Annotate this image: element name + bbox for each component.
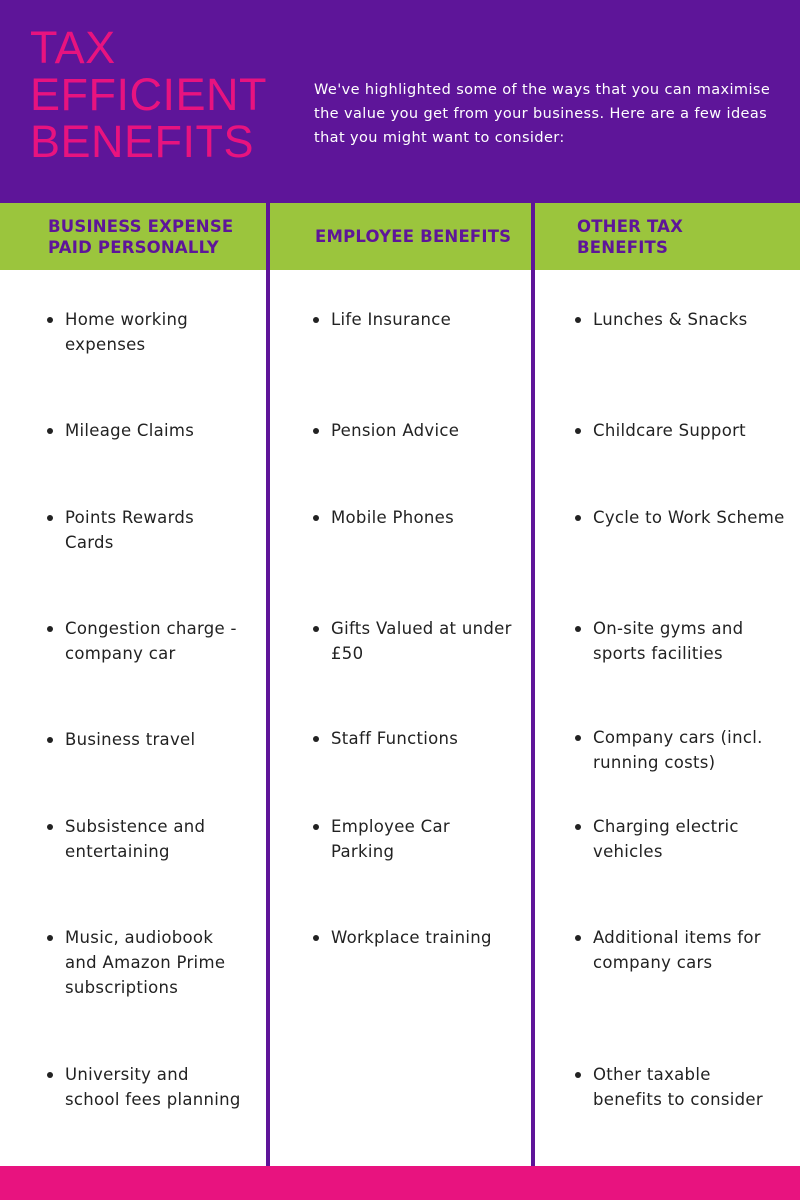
list-item: On-site gyms and sports facilities: [575, 616, 785, 666]
list-item: Childcare Support: [575, 418, 785, 443]
list-item: Employee Car Parking: [313, 814, 513, 864]
list-item: University and school fees planning: [47, 1062, 247, 1112]
header-banner: [0, 0, 800, 203]
list-item: Music, audiobook and Amazon Prime subscriptions: [47, 925, 247, 1000]
list-item: Business travel: [47, 727, 247, 752]
list-item: Pension Advice: [313, 418, 513, 443]
list-item: Workplace training: [313, 925, 513, 950]
column-divider-2: [531, 203, 535, 1166]
title-line-3: BENEFITS: [30, 116, 255, 167]
list-item: Cycle to Work Scheme: [575, 505, 785, 530]
page-title: [30, 24, 290, 165]
title-line-1: TAX: [30, 22, 116, 73]
intro-text: We've highlighted some of the ways that you can maximise the value you get from your business. Here are a few ideas that you might want to consider:: [314, 82, 771, 146]
list-item: Lunches & Snacks: [575, 307, 785, 332]
list-item: Life Insurance: [313, 307, 513, 332]
column-divider-1: [266, 203, 270, 1166]
column-heading-employee-benefits: EMPLOYEE BENEFITS: [315, 227, 512, 246]
list-item: Company cars (incl. running costs): [575, 725, 785, 775]
footer-bar: [0, 1166, 800, 1200]
title-line-2: EFFICIENT: [30, 69, 267, 120]
list-item: Congestion charge - company car: [47, 616, 247, 666]
list-item: Mobile Phones: [313, 505, 513, 530]
list-item: Points Rewards Cards: [47, 505, 247, 555]
column-heading-other-tax-benefits: OTHER TAX BENEFITS: [577, 216, 684, 257]
list-item: Additional items for company cars: [575, 925, 785, 975]
list-item: Home working expenses: [47, 307, 247, 357]
list-item: Mileage Claims: [47, 418, 247, 443]
list-item: Other taxable benefits to consider: [575, 1062, 785, 1112]
list-item: Charging electric vehicles: [575, 814, 785, 864]
list-item: Subsistence and entertaining: [47, 814, 247, 864]
column-heading-business-expense: BUSINESS EXPENSE PAID PERSONALLY: [48, 216, 234, 257]
list-item: Staff Functions: [313, 726, 513, 751]
list-item: Gifts Valued at under £50: [313, 616, 513, 666]
